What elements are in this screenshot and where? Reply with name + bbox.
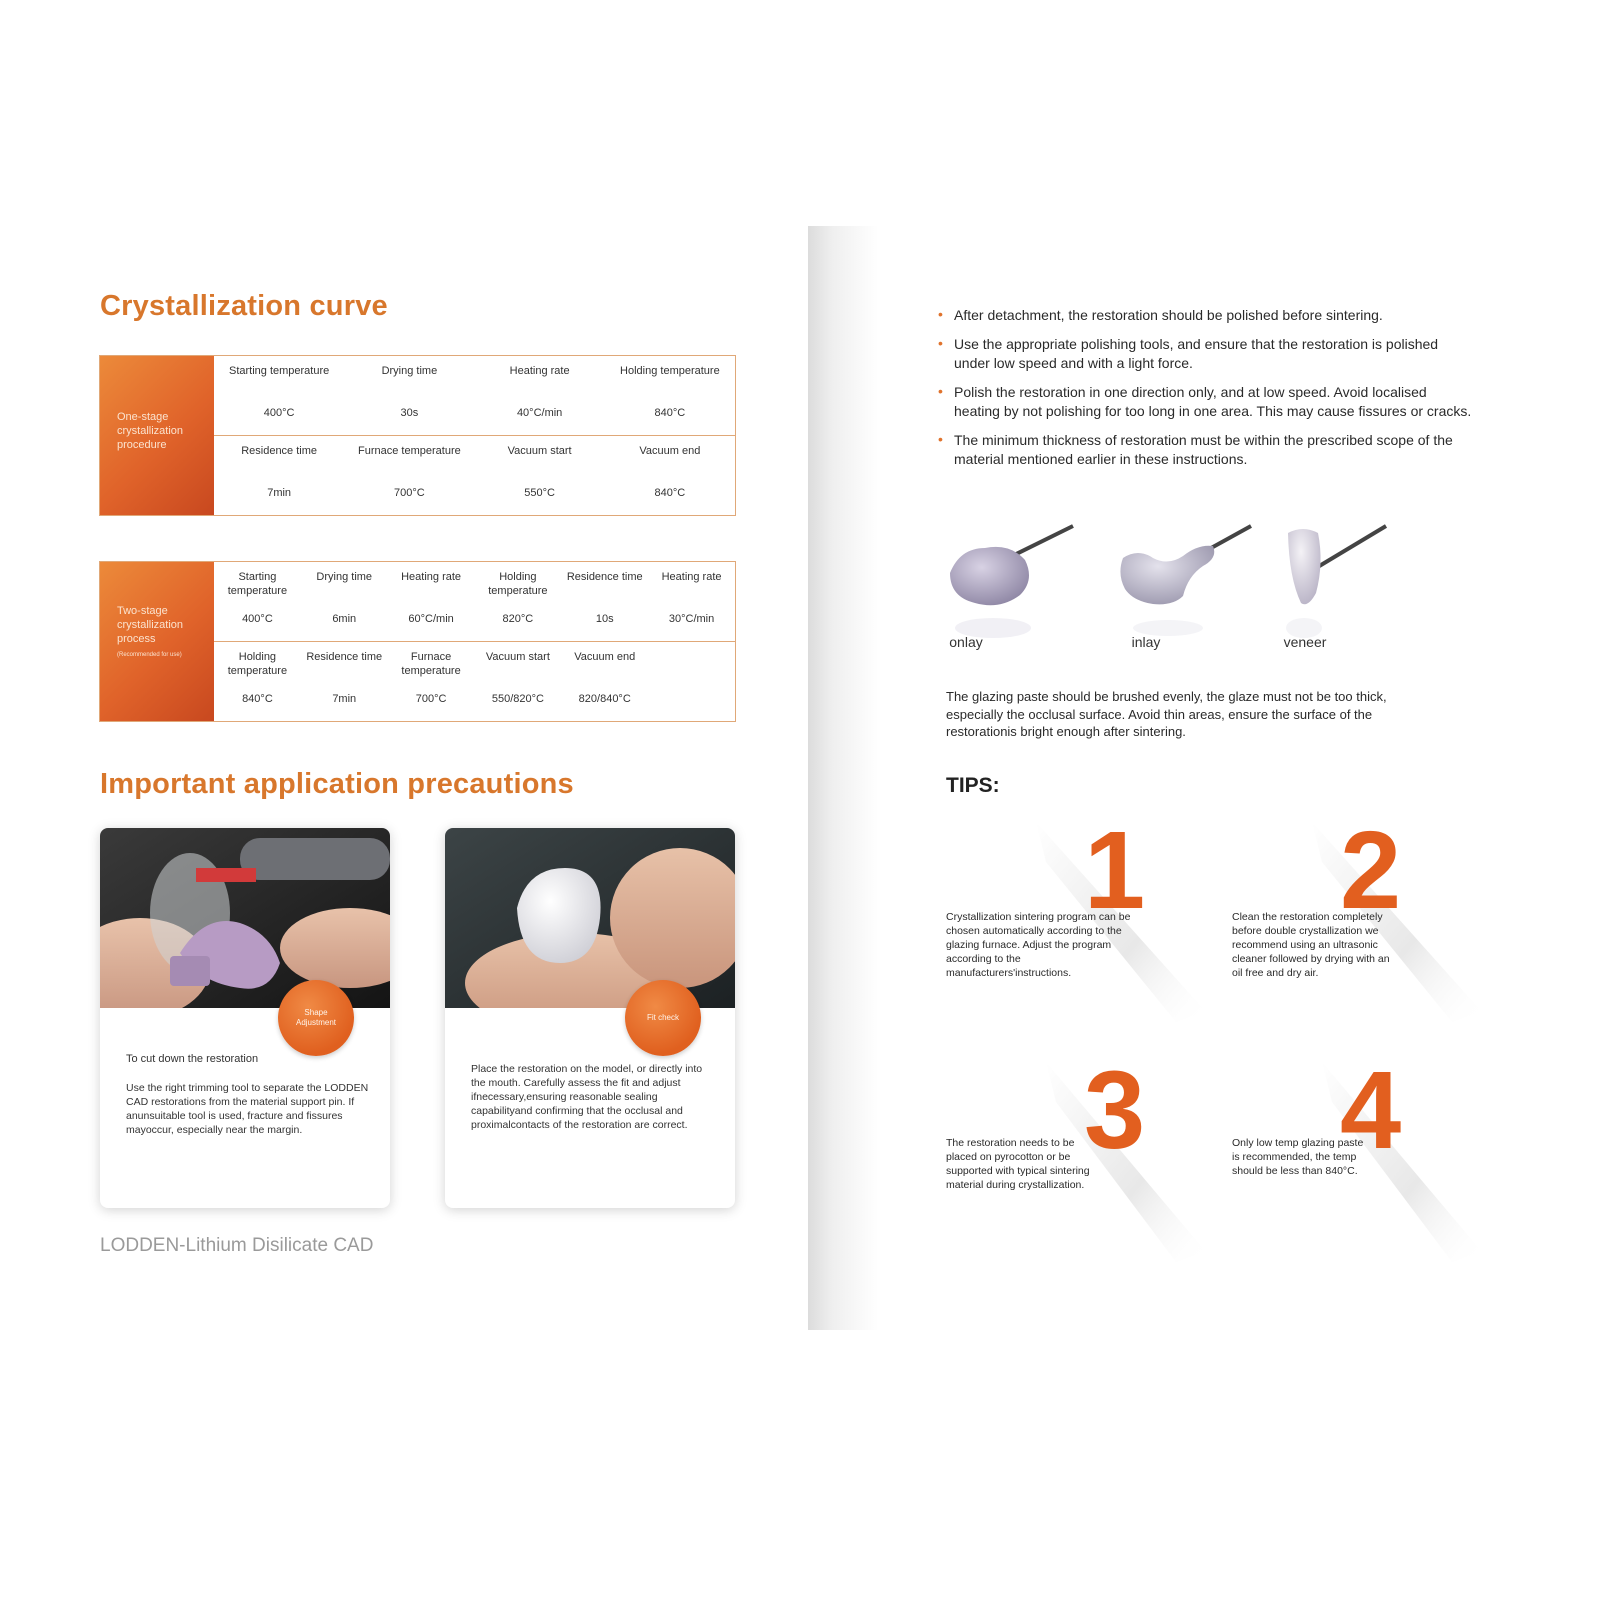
card-subtitle: To cut down the restoration bbox=[126, 1053, 259, 1065]
table-row bbox=[214, 356, 735, 436]
table-cell bbox=[648, 642, 735, 722]
one-stage-side-panel bbox=[100, 356, 214, 515]
list-item: • Use the appropriate polishing tools, and ensure that the restoration is polished under low speed and with a light force. bbox=[932, 335, 1472, 373]
two-stage-side-note: (Recommended for use) bbox=[117, 652, 182, 658]
tip-3 bbox=[946, 1049, 1226, 1282]
card-body-text: Place the restoration on the model, or directly into the mouth. Carefully assess the fit and adjust ifnecessary,ensuring reasonable sealing capabilityand confirming that the occlusal and proximalcontacts of the restoration are correct. bbox=[471, 1063, 703, 1131]
cell-label: Vacuum end bbox=[574, 651, 636, 663]
tip-number: 3 bbox=[1084, 1049, 1146, 1172]
glazing-paragraph: The glazing paste should be brushed evenly, the glaze must not be too thick, especially the occlusal surface. Avoid thin areas, ensure the surface of the restorationis bright enough after sintering. bbox=[946, 689, 1387, 739]
table-cell bbox=[474, 562, 561, 641]
page-gutter-shadow bbox=[808, 226, 878, 1330]
table-cell bbox=[344, 436, 474, 516]
cell-value: 820/840°C bbox=[578, 693, 631, 705]
polishing-bullets bbox=[932, 306, 1472, 479]
cell-label: Heating rate bbox=[661, 571, 722, 583]
fit-check-photo bbox=[445, 828, 735, 1008]
list-item: • After detachment, the restoration should be polished before sintering. bbox=[932, 306, 1472, 325]
cell-label: Starting temperature bbox=[227, 571, 288, 597]
cell-label: Holding temperature bbox=[488, 571, 548, 597]
table-cell bbox=[214, 642, 301, 722]
cell-value: 10s bbox=[595, 613, 614, 625]
table-cell bbox=[605, 356, 735, 435]
tip-2 bbox=[1232, 809, 1512, 1042]
cell-value: 550/820°C bbox=[491, 693, 544, 705]
cell-label: Holding temperature bbox=[227, 651, 288, 677]
table-cell bbox=[301, 642, 388, 722]
tip-text: Only low temp glazing paste is recommended, the temp should be less than 840°C. bbox=[1232, 1137, 1364, 1177]
two-stage-side-label bbox=[117, 604, 208, 660]
tip-text: Crystallization sintering program can be chosen automatically according to the glazing furnace. Adjust the program according to the manufacturers'instructions. bbox=[946, 911, 1131, 979]
card-body-text: Use the right trimming tool to separate the LODDEN CAD restorations from the material support pin. If anunsuitable tool is used, fracture and fissures mayoccur, especially near the margin. bbox=[126, 1082, 369, 1136]
cell-label: Holding temperature bbox=[620, 365, 720, 377]
table-cell bbox=[648, 562, 735, 641]
cell-label: Heating rate bbox=[509, 365, 570, 377]
cell-label: Residence time bbox=[566, 571, 643, 583]
cell-value: 840°C bbox=[654, 407, 686, 419]
inlay-label: inlay bbox=[1131, 634, 1161, 650]
table-cell bbox=[474, 642, 561, 722]
cell-value: 40°C/min bbox=[516, 407, 563, 419]
table-cell bbox=[475, 436, 605, 516]
cell-value: 30s bbox=[400, 407, 419, 419]
shape-adjustment-badge: Shape Adjustment bbox=[278, 980, 354, 1056]
table-cell bbox=[214, 436, 344, 516]
right-page bbox=[808, 226, 1600, 1330]
trimming-illustration bbox=[100, 828, 390, 1008]
table-cell bbox=[561, 562, 648, 641]
cell-label: Vacuum end bbox=[639, 445, 701, 457]
cell-label: Heating rate bbox=[401, 571, 462, 583]
two-stage-table bbox=[99, 561, 736, 722]
cell-value: 7min bbox=[267, 487, 292, 499]
one-stage-table bbox=[99, 355, 736, 516]
tips-title: TIPS: bbox=[946, 774, 1000, 797]
table-cell bbox=[561, 642, 648, 722]
one-stage-grid bbox=[214, 356, 735, 515]
table-cell bbox=[475, 356, 605, 435]
table-cell bbox=[214, 356, 344, 435]
table-cell bbox=[344, 356, 474, 435]
tip-text: The restoration needs to be placed on pyrocotton or be supported with typical sintering material during crystallization. bbox=[946, 1137, 1090, 1191]
cell-value: 840°C bbox=[654, 487, 686, 499]
list-item: • Polish the restoration in one direction only, and at low speed. Avoid localised heating by not polishing for too long in one area. This may cause fissures or cracks. bbox=[932, 383, 1472, 421]
veneer-label: veneer bbox=[1283, 634, 1327, 650]
cell-label: Drying time bbox=[316, 571, 373, 583]
table-cell bbox=[388, 562, 475, 641]
cell-value: 7min bbox=[332, 693, 357, 705]
table-cell bbox=[301, 562, 388, 641]
fit-check-card bbox=[445, 828, 735, 1208]
onlay-label: onlay bbox=[949, 634, 983, 650]
cell-value: 700°C bbox=[394, 487, 425, 499]
tip-4 bbox=[1232, 1049, 1512, 1282]
cell-value: 60°C/min bbox=[408, 613, 454, 625]
cell-value: 6min bbox=[332, 613, 357, 625]
precautions-title: Important application precautions bbox=[100, 768, 574, 800]
cell-value: 400°C bbox=[242, 613, 273, 625]
tip-number: 4 bbox=[1340, 1049, 1402, 1172]
cell-value: 400°C bbox=[263, 407, 295, 419]
cell-label: Furnace temperature bbox=[358, 445, 461, 457]
cell-label: Residence time bbox=[241, 445, 318, 457]
fit-check-badge: Fit check bbox=[625, 980, 701, 1056]
cell-value: 840°C bbox=[242, 693, 273, 705]
cell-label: Vacuum start bbox=[485, 651, 550, 663]
list-item: • The minimum thickness of restoration must be within the prescribed scope of the material mentioned earlier in these instructions. bbox=[932, 431, 1472, 469]
cell-label: Furnace temperature bbox=[401, 651, 461, 677]
cell-value: 700°C bbox=[415, 693, 447, 705]
crystallization-curve-title: Crystallization curve bbox=[100, 290, 388, 322]
product-footer: LODDEN-Lithium Disilicate CAD bbox=[100, 1235, 374, 1256]
cell-label: Vacuum start bbox=[507, 445, 572, 457]
table-row bbox=[214, 562, 735, 642]
cell-label: Starting temperature bbox=[228, 365, 330, 377]
table-cell bbox=[214, 562, 301, 641]
tip-number: 1 bbox=[1084, 809, 1146, 932]
fit-check-illustration bbox=[445, 828, 735, 1008]
one-stage-side-label: One-stage crystallization procedure bbox=[117, 411, 184, 451]
two-stage-side-title: Two-stage crystallization process bbox=[117, 605, 184, 645]
trimming-photo bbox=[100, 828, 390, 1008]
two-stage-grid bbox=[214, 562, 735, 721]
cell-value: 820°C bbox=[502, 613, 534, 625]
cell-value: 550°C bbox=[524, 487, 555, 499]
tip-1 bbox=[946, 809, 1226, 1042]
tip-number: 2 bbox=[1340, 809, 1402, 932]
cell-label: Drying time bbox=[381, 365, 438, 377]
cell-label: Residence time bbox=[306, 651, 383, 663]
shape-adjustment-card bbox=[100, 828, 390, 1208]
table-cell bbox=[388, 642, 475, 722]
tip-text: Clean the restoration completely before double crystallization we recommend using an ultrasonic cleaner followed by drying with an oil free and dry air. bbox=[1232, 911, 1390, 979]
table-cell bbox=[605, 436, 735, 516]
two-stage-side-panel bbox=[100, 562, 214, 721]
table-row bbox=[214, 436, 735, 516]
cell-value: 30°C/min bbox=[668, 613, 715, 625]
table-row bbox=[214, 642, 735, 722]
